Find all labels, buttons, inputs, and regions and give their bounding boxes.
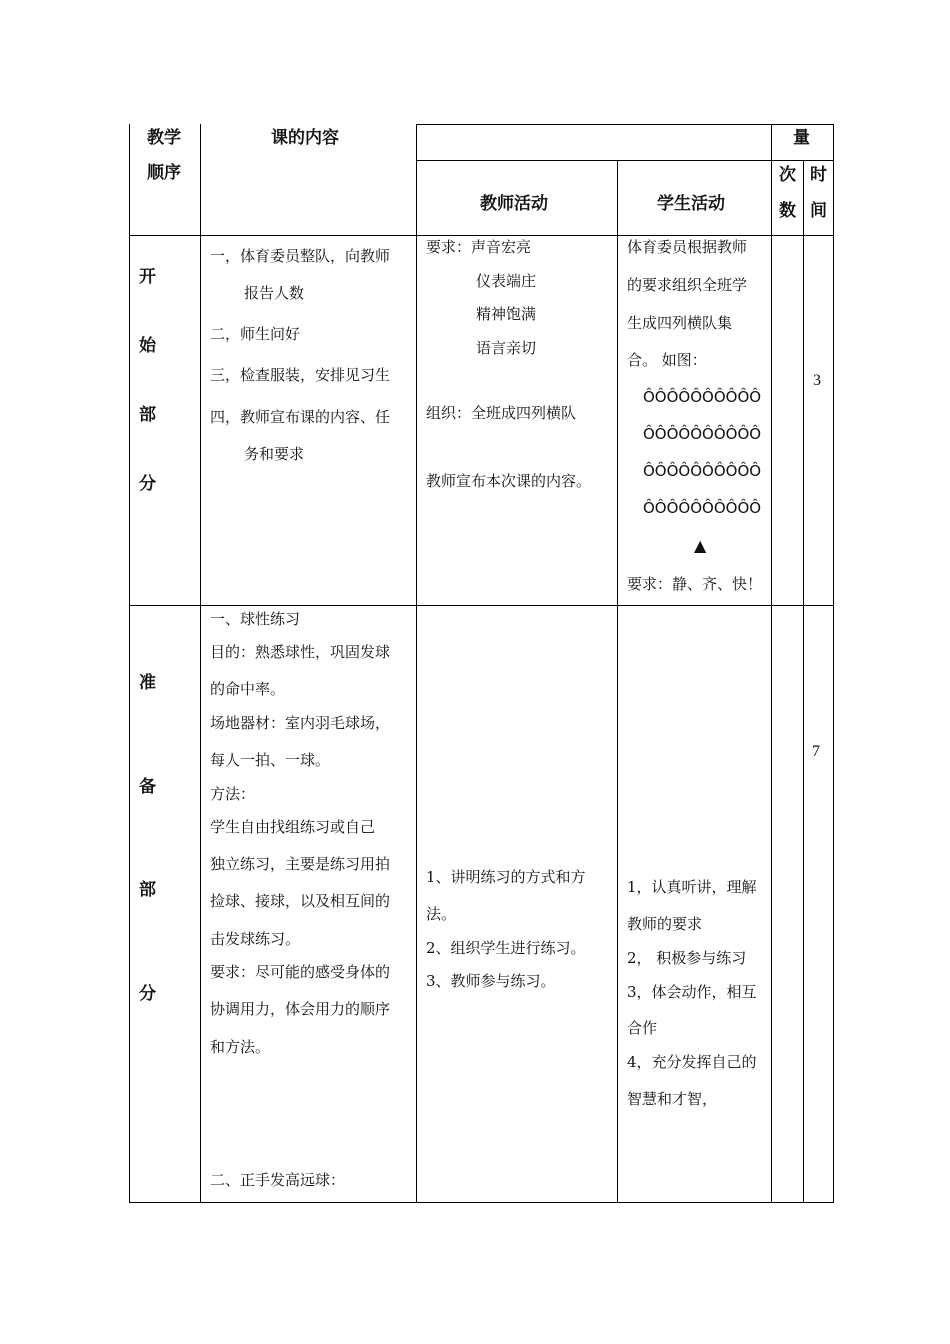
- section1-content-line: 二，师生问好: [210, 325, 301, 343]
- section2-name-char: 分: [139, 984, 156, 1004]
- header-student-activity: 学生活动: [657, 194, 725, 214]
- section2-student-line: 1，认真听讲，理解: [627, 878, 757, 896]
- formation-row: ÔÔÔÔÔÔÔÔÔÔ: [643, 425, 762, 443]
- section2-content-line: 协调用力，体会用力的顺序: [210, 1000, 391, 1018]
- section1-student-line: 生成四列横队集: [627, 314, 733, 332]
- section1-student-line: 体育委员根据教师: [627, 238, 748, 256]
- section1-content-line: 报告人数: [244, 284, 305, 302]
- section2-content-line: 独立练习，主要是练习用拍: [210, 855, 391, 873]
- section1-teacher-line: 仪表端庄: [476, 272, 537, 290]
- section2-content-line: 目的：熟悉球性，巩固发球: [210, 643, 391, 661]
- section1-name-char: 部: [139, 405, 156, 425]
- section1-name-char: 分: [139, 474, 156, 494]
- teacher-position-marker: ▲: [694, 536, 707, 555]
- section1-teacher-line: 教师宣布本次课的内容。: [426, 472, 592, 490]
- section2-student-line: 4，充分发挥自己的: [627, 1053, 757, 1071]
- section2-content-line: 场地器材：室内羽毛球场，: [210, 714, 391, 732]
- section1-content-line: 四，教师宣布课的内容、任: [210, 408, 391, 426]
- section1-name-char: 始: [139, 336, 156, 356]
- header-times-line2: 数: [779, 201, 796, 221]
- section2-content-line: 捡球、接球，以及相互间的: [210, 892, 391, 910]
- section2-student-line: 合作: [627, 1019, 658, 1037]
- section2-content-line: 要求：尽可能的感受身体的: [210, 963, 391, 981]
- section2-teacher-line: 2、组织学生进行练习。: [426, 939, 586, 957]
- section1-teacher-line: 要求：声音宏亮: [426, 238, 532, 256]
- section1-content-line: 务和要求: [244, 445, 305, 463]
- header-amount: 量: [793, 128, 810, 148]
- section1-content-line: 一，体育委员整队，向教师: [210, 247, 391, 265]
- section2-name-char: 备: [139, 777, 156, 797]
- section2-time: 7: [812, 743, 820, 760]
- header-time-line2: 间: [810, 201, 827, 221]
- section1-teacher-line: 精神饱满: [476, 305, 537, 323]
- section2-student-line: 3，体会动作，相互: [627, 983, 757, 1001]
- section1-student-requirement: 要求：静、齐、快！: [627, 575, 763, 593]
- header-order-line2: 顺序: [147, 163, 181, 183]
- section1-student-line: 的要求组织全班学: [627, 276, 748, 294]
- section2-student-line: 2， 积极参与练习: [627, 949, 747, 967]
- header-order-line1: 教学: [147, 128, 181, 148]
- section2-content-line: 击发球练习。: [210, 930, 301, 948]
- header-times-line1: 次: [779, 165, 796, 185]
- formation-row: ÔÔÔÔÔÔÔÔÔÔ: [643, 388, 762, 406]
- section2-content-line: 一、球性练习: [210, 610, 301, 628]
- section2-content-line: 每人一拍、一球。: [210, 751, 331, 769]
- section1-teacher-line: 组织：全班成四列横队: [426, 404, 577, 422]
- section2-content-line: 二、正手发高远球：: [210, 1171, 346, 1189]
- header-content: 课的内容: [271, 128, 339, 148]
- section1-name-char: 开: [139, 267, 156, 287]
- formation-row: ÔÔÔÔÔÔÔÔÔÔ: [643, 462, 762, 480]
- section2-teacher-line: 3、教师参与练习。: [426, 972, 556, 990]
- section2-content-line: 学生自由找组练习或自己: [210, 818, 376, 836]
- section2-teacher-line: 法。: [426, 905, 457, 923]
- section2-content-line: 的命中率。: [210, 680, 286, 698]
- section2-student-line: 智慧和才智，: [627, 1090, 718, 1108]
- header-time-line1: 时: [810, 165, 827, 185]
- section2-content-line: 和方法。: [210, 1038, 271, 1056]
- section1-time: 3: [813, 372, 821, 389]
- section1-teacher-line: 语言亲切: [476, 339, 537, 357]
- section2-content-line: 方法：: [210, 785, 256, 803]
- section2-teacher-line: 1、讲明练习的方式和方: [426, 868, 586, 886]
- section2-student-line: 教师的要求: [627, 915, 703, 933]
- section1-content-line: 三，检查服装，安排见习生: [210, 366, 391, 384]
- section2-name-char: 准: [139, 673, 156, 693]
- formation-row: ÔÔÔÔÔÔÔÔÔÔ: [643, 499, 762, 517]
- section1-student-line: 合。 如图：: [627, 351, 707, 369]
- section2-name-char: 部: [139, 880, 156, 900]
- header-teacher-activity: 教师活动: [480, 194, 548, 214]
